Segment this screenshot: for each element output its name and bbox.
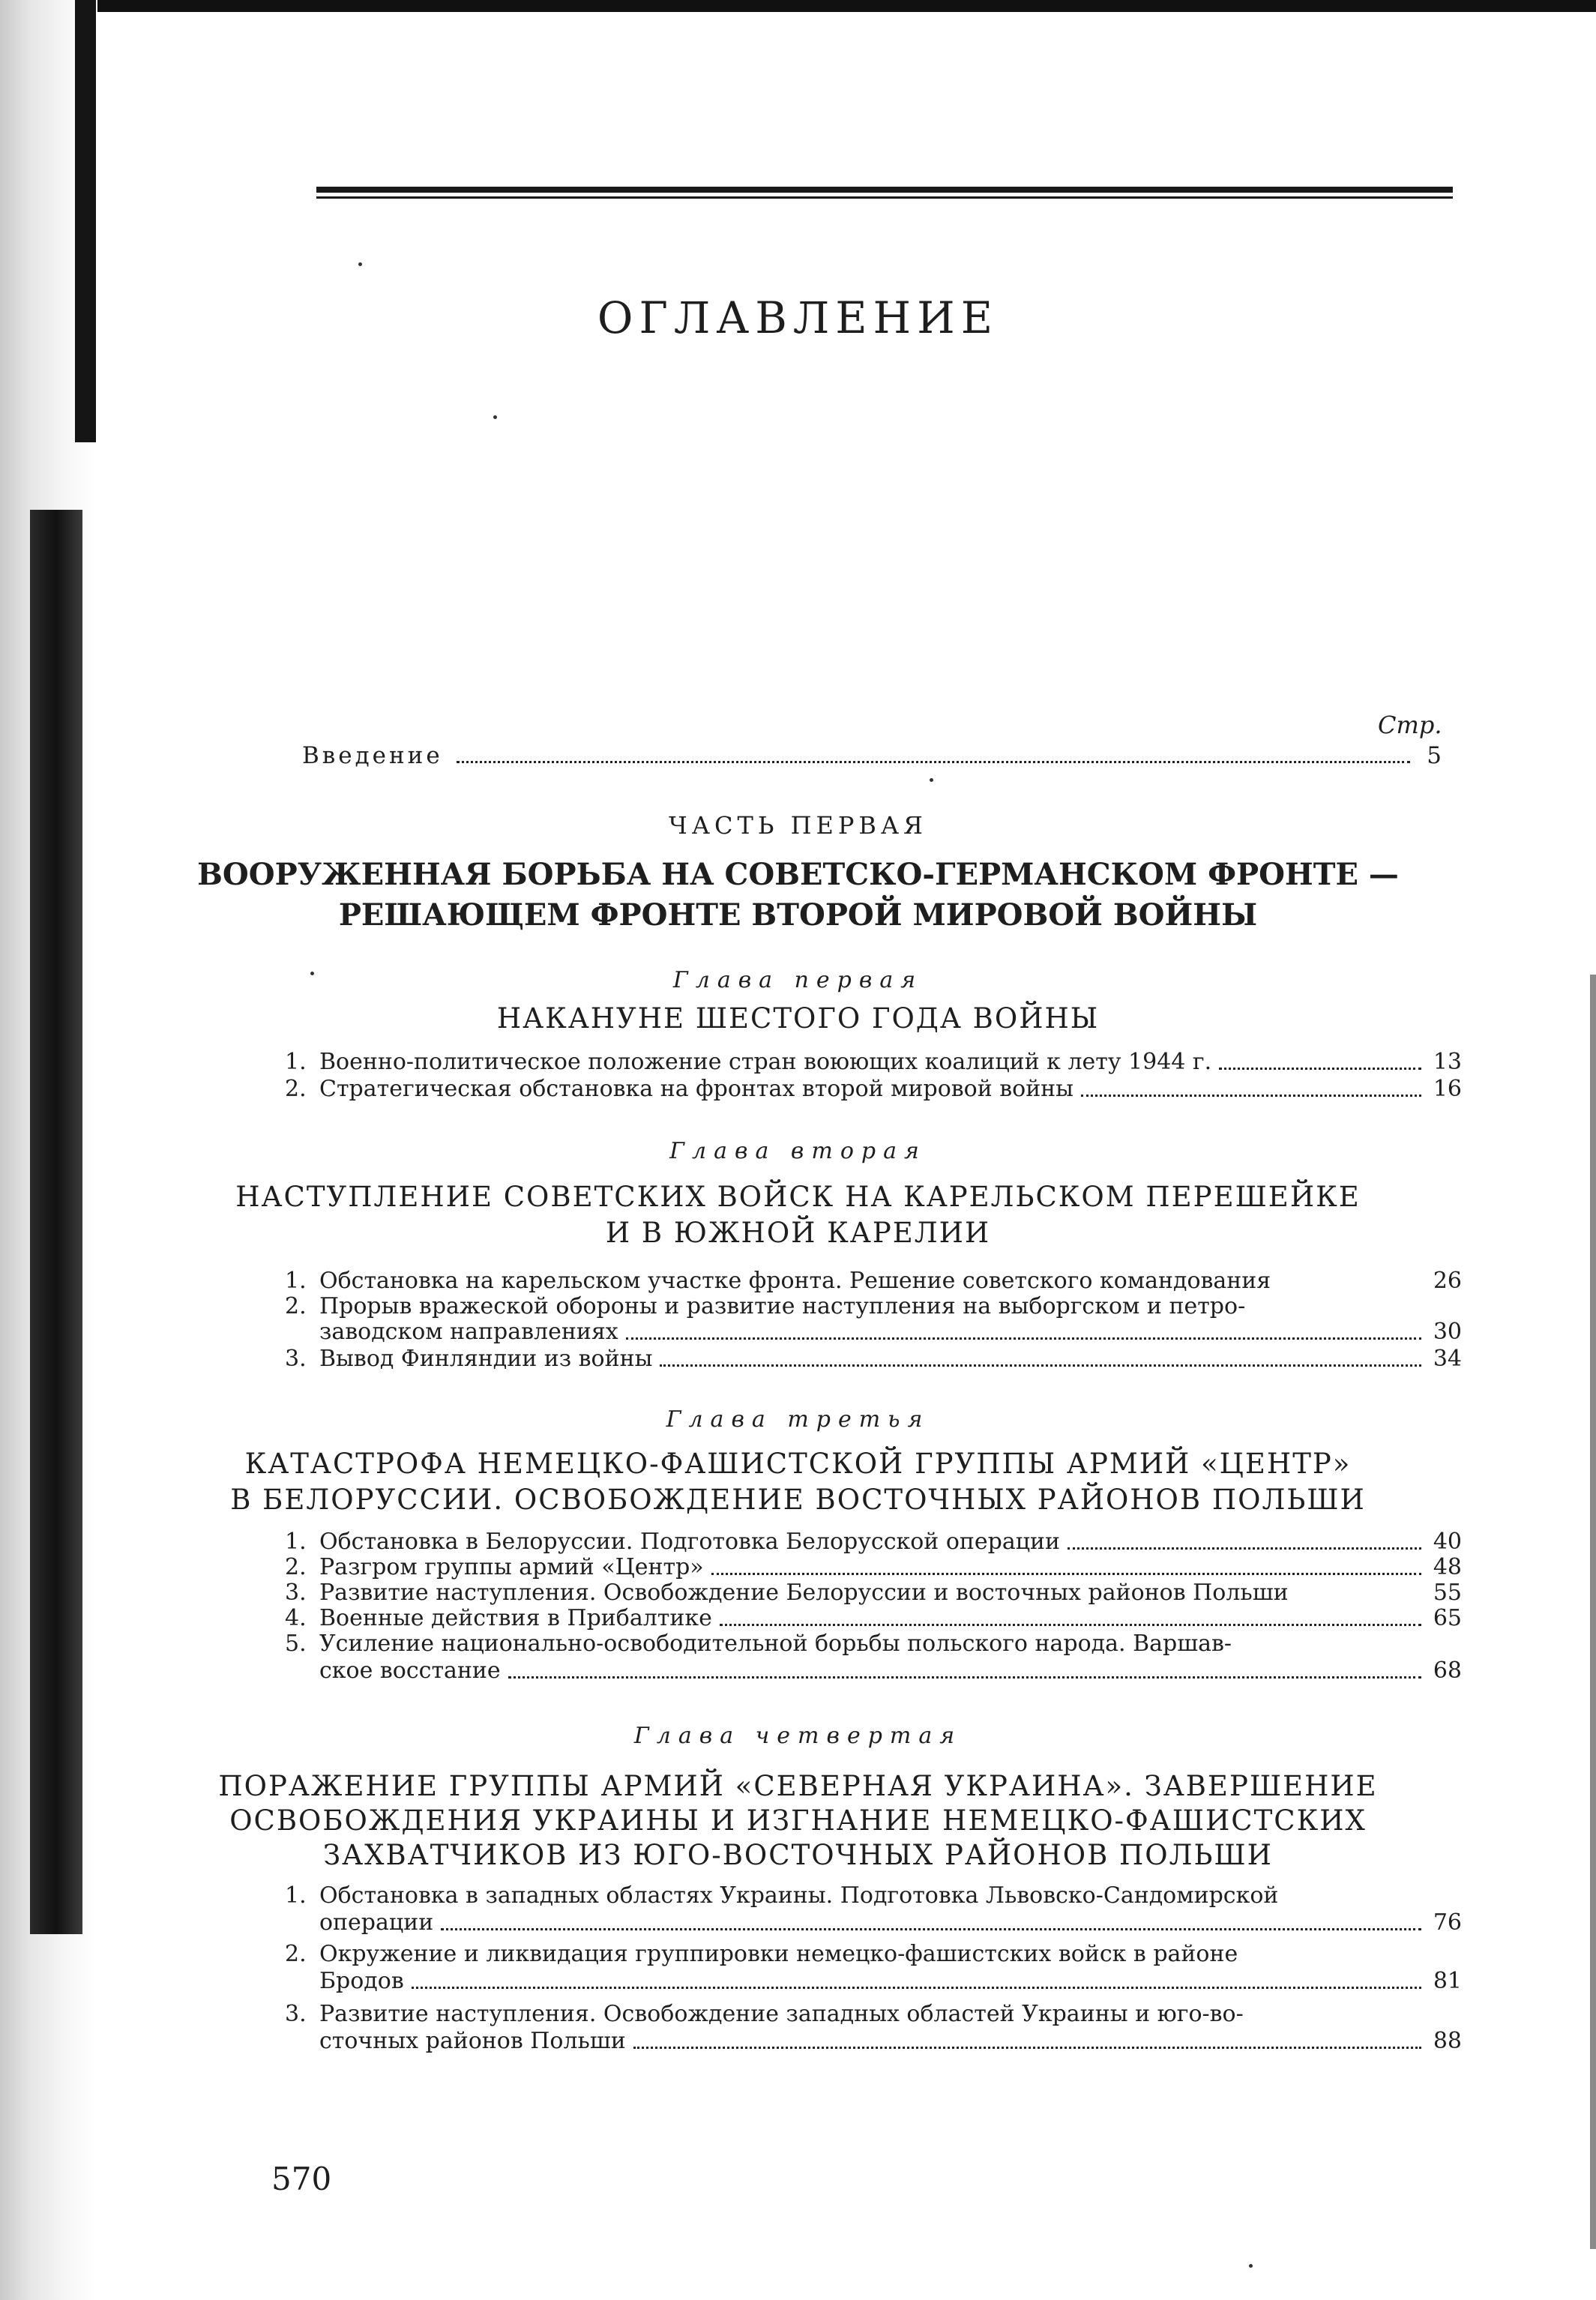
- part-title-line-2: РЕШАЮЩЕМ ФРОНТЕ ВТОРОЙ МИРОВОЙ ВОЙНЫ: [338, 897, 1258, 933]
- page-title: ОГЛАВЛЕНИЕ: [597, 292, 999, 343]
- leader-dots: [660, 1364, 1421, 1367]
- entry-number: 1.: [285, 1049, 307, 1075]
- entry-text: Усиление национально-освободительной борьбы польского народа. Варшав-: [319, 1631, 1232, 1657]
- chapter-label: Глава третья: [666, 1406, 930, 1433]
- chapter-title: КАТАСТРОФА НЕМЕЦКО-ФАШИСТСКОЙ ГРУППЫ АРМИЙ «ЦЕНТР»: [244, 1448, 1352, 1480]
- intro-page: 5: [1427, 742, 1442, 769]
- page-number: 570: [271, 2161, 332, 2197]
- part-title-line-1: ВООРУЖЕННАЯ БОРЬБА НА СОВЕТСКО-ГЕРМАНСКОМ ФРОНТЕ —: [197, 857, 1399, 892]
- leader-dots: [441, 1928, 1421, 1930]
- entry-number: 2.: [285, 1293, 307, 1319]
- entry-number: 1.: [285, 1268, 307, 1294]
- toc-entry: [285, 1268, 1462, 1294]
- entry-text: ское восстание: [319, 1658, 501, 1684]
- entry-page: 48: [1433, 1554, 1462, 1580]
- toc-entry-continued: [285, 1969, 1462, 1994]
- entry-number: 2.: [285, 1076, 307, 1102]
- scan-speck: [930, 778, 933, 782]
- entry-page: 34: [1433, 1346, 1462, 1372]
- toc-entry: [285, 1942, 1462, 1967]
- entry-page: 81: [1433, 1968, 1462, 1994]
- toc-entry-continued: [285, 1910, 1462, 1936]
- scan-right-edge: [1590, 975, 1596, 2249]
- entry-page: 26: [1433, 1268, 1462, 1294]
- entry-number: 1.: [285, 1529, 307, 1555]
- chapter-label: Глава вторая: [669, 1138, 927, 1164]
- entry-number: 3.: [285, 1346, 307, 1372]
- entry-text: Развитие наступления. Освобождение Белоруссии и восточных районов Польши: [319, 1580, 1289, 1606]
- leader-dots: [1081, 1095, 1421, 1097]
- header-rule-thick: [316, 187, 1453, 193]
- header-rule-thin: [316, 196, 1453, 199]
- chapter-label: Глава четвертая: [633, 1723, 963, 1749]
- entry-text: Обстановка в Белоруссии. Подготовка Белорусской операции: [319, 1529, 1061, 1555]
- leader-dots: [508, 1676, 1421, 1679]
- scan-top-edge: [0, 0, 1596, 12]
- entry-page: 55: [1433, 1580, 1462, 1606]
- toc-entry: [285, 1529, 1462, 1555]
- part-label: ЧАСТЬ ПЕРВАЯ: [669, 811, 927, 840]
- toc-entry: [285, 1580, 1462, 1606]
- binding-shadow-top: [75, 0, 96, 442]
- entry-page: 65: [1433, 1605, 1462, 1631]
- entry-page: 88: [1433, 2028, 1462, 2054]
- entry-page: 16: [1433, 1076, 1462, 1102]
- toc-entry: [285, 2002, 1462, 2027]
- entry-text: Стратегическая обстановка на фронтах второй мировой войны: [319, 1076, 1074, 1102]
- entry-page: 40: [1433, 1529, 1462, 1555]
- chapter-title: ЗАХВАТЧИКОВ ИЗ ЮГО-ВОСТОЧНЫХ РАЙОНОВ ПОЛЬШИ: [323, 1839, 1273, 1871]
- entry-text: Военно-политическое положение стран воюющих коалиций к лету 1944 г.: [319, 1049, 1212, 1075]
- intro-label: Введение: [302, 742, 443, 769]
- entry-text: операции: [319, 1909, 434, 1936]
- toc-entry: [285, 1555, 1462, 1580]
- leader-dots: [626, 1337, 1421, 1340]
- toc-entry: [285, 1077, 1462, 1102]
- entry-text: Вывод Финляндии из войны: [319, 1346, 653, 1372]
- entry-number: 2.: [285, 1941, 307, 1967]
- scan-speck: [1249, 2264, 1253, 2268]
- chapter-title: ОСВОБОЖДЕНИЯ УКРАИНЫ И ИЗГНАНИЕ НЕМЕЦКО-ФАШИСТСКИХ: [229, 1804, 1367, 1837]
- chapter-title: В БЕЛОРУССИИ. ОСВОБОЖДЕНИЕ ВОСТОЧНЫХ РАЙОНОВ ПОЛЬШИ: [230, 1484, 1366, 1516]
- scan-speck: [358, 262, 362, 266]
- chapter-label: Глава первая: [672, 967, 924, 993]
- leader-dots: [633, 2047, 1421, 2049]
- entry-text: Бродов: [319, 1968, 404, 1994]
- toc-entry: [285, 1631, 1462, 1657]
- entry-text: Обстановка в западных областях Украины. Подготовка Львовско-Сандомирской: [319, 1882, 1279, 1909]
- leader-dots: [412, 1987, 1421, 1989]
- toc-entry-continued: [285, 2029, 1462, 2054]
- leader-dots: [720, 1624, 1421, 1626]
- entry-text: сточных районов Польши: [319, 2028, 626, 2054]
- leader-dots: [1219, 1068, 1421, 1070]
- entry-text: заводском направлениях: [319, 1319, 618, 1345]
- toc-entry: [285, 1346, 1462, 1372]
- entry-text: Военные действия в Прибалтике: [319, 1605, 712, 1631]
- entry-number: 5.: [285, 1631, 307, 1657]
- leader-dots: [457, 761, 1411, 763]
- leader-dots: [1067, 1547, 1421, 1550]
- toc-entry-continued: [285, 1319, 1462, 1345]
- entry-number: 3.: [285, 2001, 307, 2027]
- chapter-title: НАСТУПЛЕНИЕ СОВЕТСКИХ ВОЙСК НА КАРЕЛЬСКОМ ПЕРЕШЕЙКЕ: [235, 1181, 1361, 1213]
- chapter-title: НАКАНУНЕ ШЕСТОГО ГОДА ВОЙНЫ: [496, 1002, 1100, 1035]
- entry-text: Прорыв вражеской обороны и развитие наступления на выборгском и петро-: [319, 1293, 1246, 1319]
- entry-page: 68: [1433, 1658, 1462, 1684]
- scan-speck: [310, 972, 314, 975]
- entry-page: 30: [1433, 1319, 1462, 1345]
- leader-dots: [711, 1573, 1421, 1575]
- entry-text: Разгром группы армий «Центр»: [319, 1554, 704, 1580]
- toc-entry-continued: [285, 1658, 1462, 1684]
- toc-entry-introduction: [302, 742, 1442, 769]
- toc-entry: [285, 1050, 1462, 1075]
- entry-number: 3.: [285, 1580, 307, 1606]
- entry-text: Обстановка на карельском участке фронта. Решение советского командования: [319, 1268, 1271, 1294]
- toc-entry: [285, 1606, 1462, 1631]
- entry-number: 4.: [285, 1605, 307, 1631]
- entry-page: 13: [1433, 1049, 1462, 1075]
- scan-speck: [493, 415, 497, 419]
- entry-text: Развитие наступления. Освобождение западных областей Украины и юго-во-: [319, 2001, 1244, 2027]
- entry-page: 76: [1433, 1909, 1462, 1936]
- entry-number: 2.: [285, 1554, 307, 1580]
- entry-number: 1.: [285, 1882, 307, 1909]
- toc-entry: [285, 1294, 1462, 1319]
- chapter-title: И В ЮЖНОЙ КАРЕЛИИ: [605, 1217, 991, 1249]
- page-column-label: Стр.: [1378, 711, 1442, 739]
- entry-text: Окружение и ликвидация группировки немецко-фашистских войск в районе: [319, 1941, 1238, 1967]
- chapter-title: ПОРАЖЕНИЕ ГРУППЫ АРМИЙ «СЕВЕРНАЯ УКРАИНА». ЗАВЕРШЕНИЕ: [218, 1770, 1378, 1802]
- toc-entry: [285, 1883, 1462, 1909]
